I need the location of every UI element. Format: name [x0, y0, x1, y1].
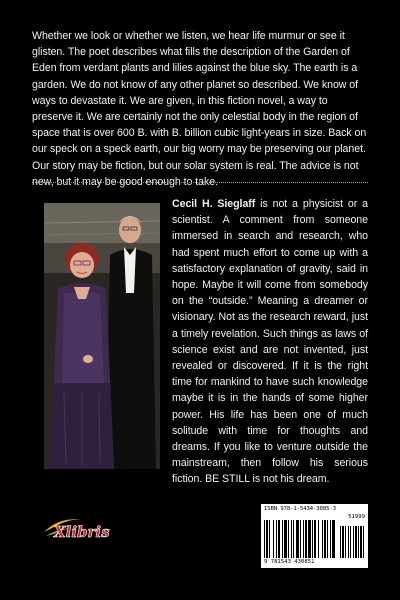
- barcode-bar: [330, 520, 331, 558]
- author-photo-illustration: [44, 203, 160, 469]
- barcode-bar: [327, 520, 328, 558]
- isbn-barcode: [261, 504, 368, 568]
- barcode-addon-bar: [358, 526, 359, 558]
- barcode-addon-bar: [360, 526, 362, 558]
- isbn-label: ISBN 978-1-5434-3085-3: [264, 506, 336, 512]
- author-bio: [172, 196, 368, 488]
- barcode-bar: [312, 520, 313, 558]
- barcode-bar: [273, 520, 274, 558]
- barcode-bar: [264, 520, 265, 558]
- publisher-logo-text: Xlibris: [54, 523, 110, 541]
- author-photo: [44, 203, 160, 469]
- dotted-divider: [32, 182, 368, 183]
- barcode-bar: [282, 520, 283, 558]
- barcode-addon-bar: [345, 526, 346, 558]
- barcode-bar: [291, 520, 292, 558]
- barcode-addon-bar: [353, 526, 354, 558]
- barcode-addon-bar: [350, 526, 351, 558]
- barcode-bar: [284, 520, 287, 558]
- author-name: Cecil H. Sieglaff: [172, 198, 256, 210]
- price-code: 51999: [348, 514, 365, 520]
- barcode-addon-bar: [363, 526, 364, 558]
- barcode-addon-bar: [348, 526, 349, 558]
- barcode-bar: [303, 520, 304, 558]
- barcode-bar: [318, 520, 319, 558]
- barcode-bar: [314, 520, 316, 558]
- barcode-bar: [305, 520, 307, 558]
- barcode-bars: [264, 520, 365, 560]
- barcode-bar: [308, 520, 311, 558]
- barcode-bar: [296, 520, 299, 558]
- barcode-bar: [269, 520, 270, 558]
- barcode-addon-bar: [355, 526, 357, 558]
- barcode-digits: 9 781543 430851: [264, 559, 315, 565]
- barcode-addon-bar: [340, 526, 341, 558]
- barcode-addon-bar: [342, 526, 344, 558]
- publisher-logo: [40, 514, 120, 544]
- barcode-bar: [332, 520, 335, 558]
- author-bio-text: is not a physicist or a scientist. A comment from someone immersed in search and research, who had spent much effort to come up with a satisfactory explanation of gravity, said in hope. Maybe it will come from somebody on the “outside.” Meaning a dreamer or visionary. Not as the research reward, just a timely revelation. Such things as laws of science exist and are not invented, just revealed or discovered. If it is the right time for mankind to have such knowledge maybe it is in the hands of some higher power. His life has been one of much solitude with time for thoughts and dreams. If you like to venture outside the mainstream, then follow his serious fiction. BE STILL is not his dream.: [172, 198, 368, 486]
- barcode-bar: [322, 520, 323, 558]
- barcode-bar: [324, 520, 326, 558]
- barcode-bar: [278, 520, 280, 558]
- barcode-bar: [300, 520, 301, 558]
- barcode-bar: [293, 520, 294, 558]
- barcode-bar: [276, 520, 277, 558]
- book-blurb: Whether we look or whether we listen, we hear life murmur or see it glisten. The poet describes what fills the description of the Garden of Eden from verdant plants and lilies against the blue sky. The earth is a garden. We do not know of any other planet so described. We know of ways to devastate it. We are given, in this fiction novel, a way to preserve it. We are certainly not the only celestial body in the region of space that is over 600 B. with B. billion cubic light-years in size. Back on our speck on a speck earth, our big worry may be preserving our planet. Our story may be fiction, but our solar system is real. The advice is not new, but it may be good enough to take.: [32, 30, 367, 188]
- barcode-bar: [288, 520, 289, 558]
- barcode-bar: [266, 520, 268, 558]
